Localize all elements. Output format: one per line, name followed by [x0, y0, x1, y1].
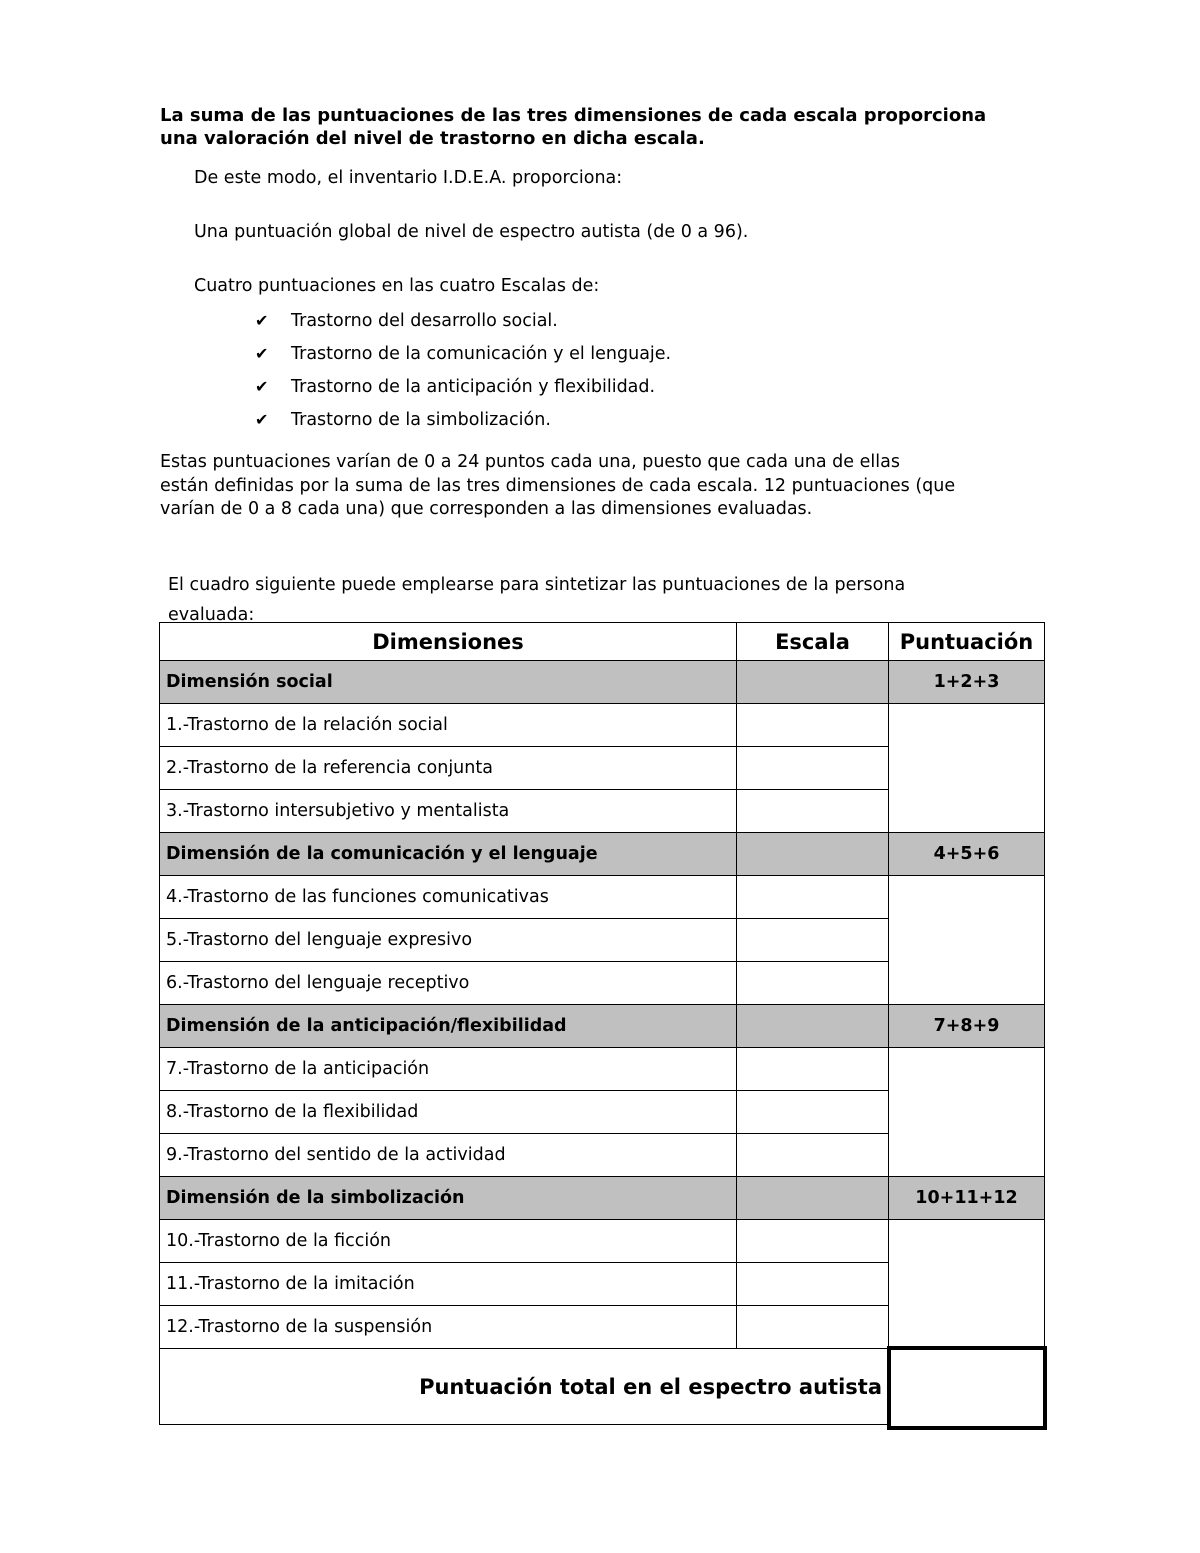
item-label: 12.-Trastorno de la suspensión [160, 1306, 737, 1349]
section-scale-cell [737, 833, 889, 876]
paragraph-inventory: De este modo, el inventario I.D.E.A. proporciona: [194, 168, 623, 188]
table-row [160, 1048, 1045, 1091]
list-item: ✔ Trastorno de la anticipación y flexibilidad. [255, 374, 671, 407]
list-item: ✔ Trastorno de la comunicación y el lenguaje. [255, 341, 671, 374]
total-label: Puntuación total en el espectro autista [160, 1349, 889, 1425]
item-label: 3.-Trastorno intersubjetivo y mentalista [160, 790, 737, 833]
item-label: 2.-Trastorno de la referencia conjunta [160, 747, 737, 790]
section-score: 4+5+6 [889, 833, 1045, 876]
item-label: 1.-Trastorno de la relación social [160, 704, 737, 747]
section-row-anticipation [160, 1005, 1045, 1048]
scale-input-cell[interactable] [737, 962, 889, 1005]
scores-table [159, 622, 1045, 1425]
scales-list [255, 308, 671, 440]
section-row-social [160, 661, 1045, 704]
score-input-cell[interactable] [889, 704, 1045, 833]
table-row [160, 704, 1045, 747]
item-label: 4.-Trastorno de las funciones comunicativas [160, 876, 737, 919]
table-header-row [160, 623, 1045, 661]
section-score: 1+2+3 [889, 661, 1045, 704]
item-label: 5.-Trastorno del lenguaje expresivo [160, 919, 737, 962]
section-title: Dimensión de la comunicación y el lenguaje [160, 833, 737, 876]
score-input-cell[interactable] [889, 1048, 1045, 1177]
section-title: Dimensión de la anticipación/flexibilidad [160, 1005, 737, 1048]
scale-input-cell[interactable] [737, 1306, 889, 1349]
scale-input-cell[interactable] [737, 1091, 889, 1134]
item-label: 6.-Trastorno del lenguaje receptivo [160, 962, 737, 1005]
paragraph-global-score: Una puntuación global de nivel de espectro autista (de 0 a 96). [194, 222, 749, 242]
scale-input-cell[interactable] [737, 1048, 889, 1091]
checkmark-icon: ✔ [255, 410, 269, 429]
scale-input-cell[interactable] [737, 747, 889, 790]
checkmark-icon: ✔ [255, 344, 269, 363]
section-row-communication [160, 833, 1045, 876]
header-puntuacion: Puntuación [889, 623, 1045, 661]
total-score-box[interactable] [887, 1346, 1047, 1430]
section-score: 7+8+9 [889, 1005, 1045, 1048]
item-label: 9.-Trastorno del sentido de la actividad [160, 1134, 737, 1177]
checkmark-icon: ✔ [255, 311, 269, 330]
intro-line-2: una valoración del nivel de trastorno en dicha escala. [160, 128, 705, 149]
table-caption: El cuadro siguiente puede emplearse para sintetizar las puntuaciones de la persona evaluada: [168, 575, 906, 625]
intro-heading [160, 104, 1060, 150]
section-scale-cell [737, 661, 889, 704]
score-input-cell[interactable] [889, 1220, 1045, 1349]
scale-input-cell[interactable] [737, 876, 889, 919]
section-score: 10+11+12 [889, 1177, 1045, 1220]
scale-input-cell[interactable] [737, 704, 889, 747]
section-title: Dimensión social [160, 661, 737, 704]
score-input-cell[interactable] [889, 876, 1045, 1005]
item-label: 10.-Trastorno de la ficción [160, 1220, 737, 1263]
list-item: ✔ Trastorno del desarrollo social. [255, 308, 671, 341]
scale-input-cell[interactable] [737, 790, 889, 833]
section-scale-cell [737, 1177, 889, 1220]
header-escala: Escala [737, 623, 889, 661]
section-scale-cell [737, 1005, 889, 1048]
list-item: ✔ Trastorno de la simbolización. [255, 407, 671, 440]
item-label: 8.-Trastorno de la flexibilidad [160, 1091, 737, 1134]
table-row [160, 876, 1045, 919]
item-label: 11.-Trastorno de la imitación [160, 1263, 737, 1306]
checkmark-icon: ✔ [255, 377, 269, 396]
section-title: Dimensión de la simbolización [160, 1177, 737, 1220]
intro-line-1: La suma de las puntuaciones de las tres dimensiones de cada escala proporciona [160, 105, 987, 126]
scale-input-cell[interactable] [737, 1220, 889, 1263]
paragraph-scores-range: Estas puntuaciones varían de 0 a 24 puntos cada una, puesto que cada una de ellas están definidas por la suma de las tres dimensiones de cada escala. 12 puntuaciones (que varían de 0 a 8 cada una) que corresponden a las dimensiones evaluadas. [160, 452, 956, 519]
scale-input-cell[interactable] [737, 1134, 889, 1177]
scale-input-cell[interactable] [737, 1263, 889, 1306]
table-row [160, 1220, 1045, 1263]
scale-input-cell[interactable] [737, 919, 889, 962]
item-label: 7.-Trastorno de la anticipación [160, 1048, 737, 1091]
paragraph-four-scales: Cuatro puntuaciones en las cuatro Escalas de: [194, 276, 600, 296]
section-row-symbolization [160, 1177, 1045, 1220]
header-dimensiones: Dimensiones [160, 623, 737, 661]
